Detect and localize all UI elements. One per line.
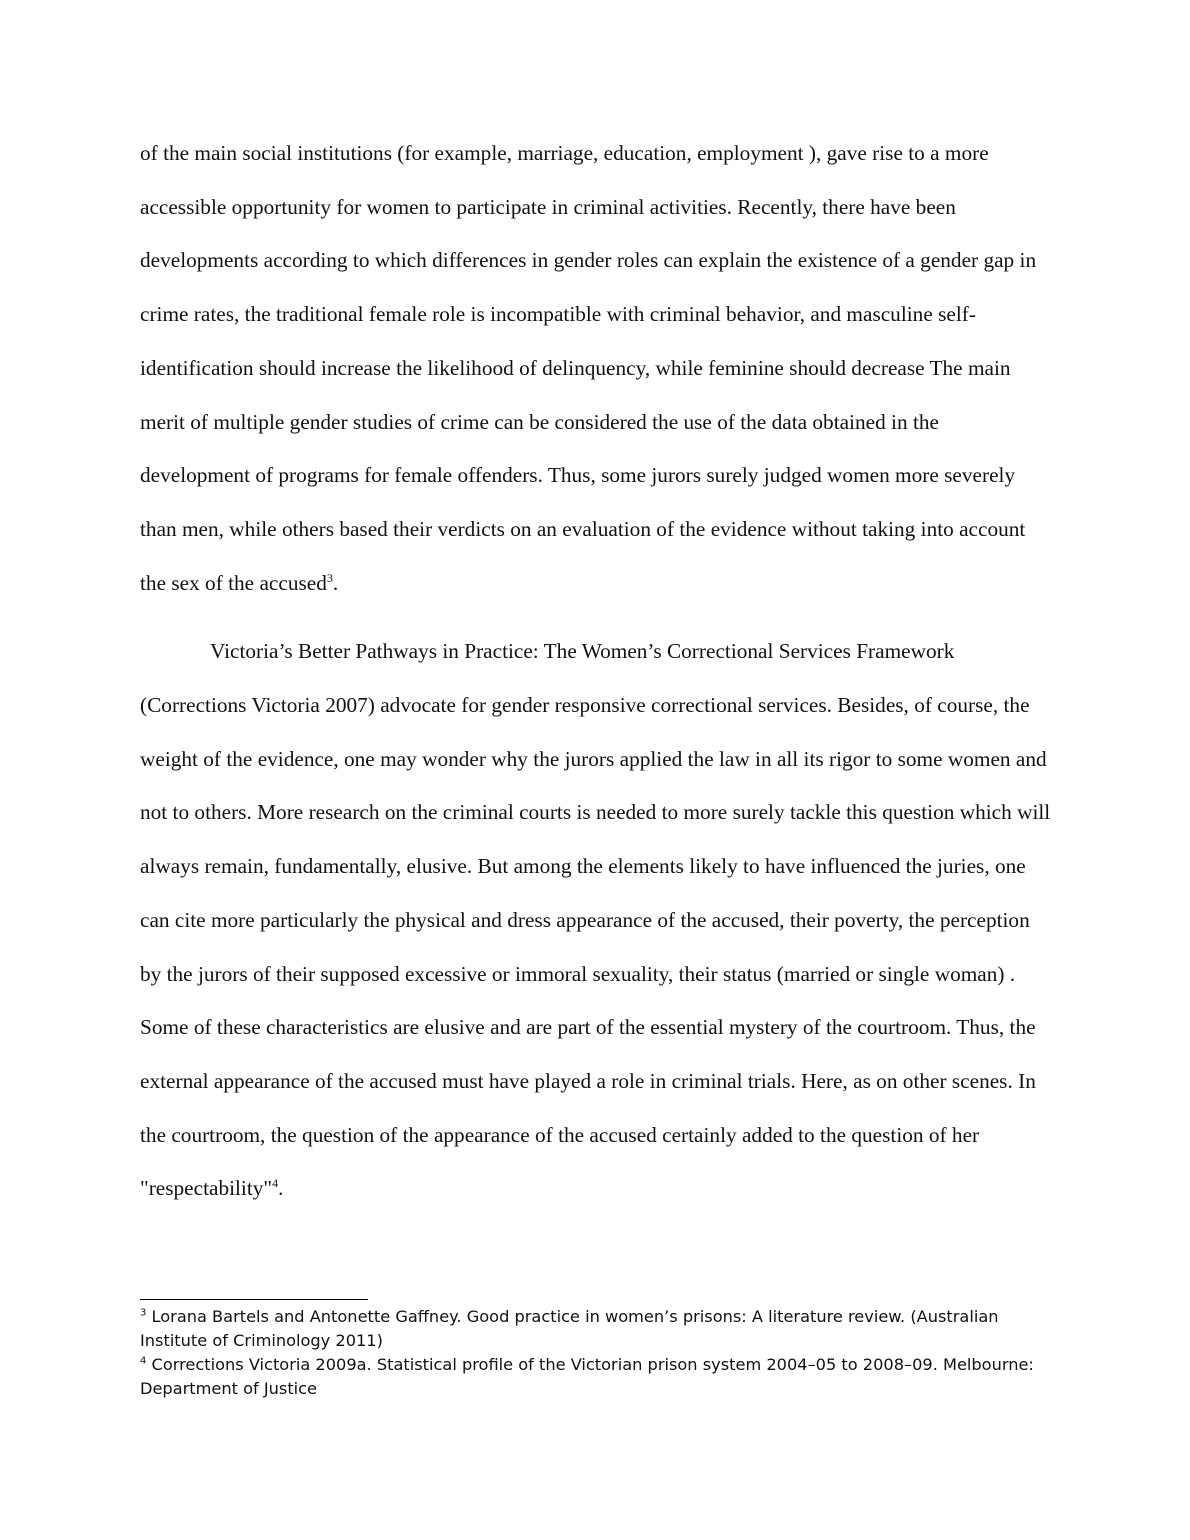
paragraph-1-end: . [332,570,339,595]
body-text [140,127,1052,1216]
footnotes [140,1305,1060,1401]
paragraph-2-end: . [278,1176,284,1201]
footnote-text-4: Corrections Victoria 2009a. Statistical profile of the Victorian prison system 2004–05 to 2008–09. Melbourne: Department of Justice [140,1355,1034,1398]
footnote-number-3: 3 [140,1307,147,1319]
footnote-text-3: Lorana Bartels and Antonette Gaffney. Good practice in women’s prisons: A literature review. (Australian Institute of Criminology 2011) [140,1307,999,1350]
footnote-number-4: 4 [140,1355,147,1367]
footnote-divider [140,1299,368,1300]
paragraph-2 [140,625,1052,1216]
paragraph-2-text: Victoria’s Better Pathways in Practice: The Women’s Correctional Services Framework (Corrections Victoria 2007) advocate for gender responsive correctional services. Besides, of course, the weight of the evidence, one may wonder why the jurors applied the law in all its rigor to some women and not to others. More research on the criminal courts is needed to more surely tackle this question which will always remain, fundamentally, elusive. But among the elements likely to have influenced the juries, one can cite more particularly the physical and dress appearance of the accused, their poverty, the perception by the jurors of their supposed excessive or immoral sexuality, their status (married or single woman) . Some of these characteristics are elusive and are part of the essential mystery of the courtroom. Thus, the external appearance of the accused must have played a role in criminal trials. Here, as on other scenes. In the courtroom, the question of the appearance of the accused certainly added to the question of her "respectability" [140,639,1051,1201]
paragraph-1-text: of the main social institutions (for example, marriage, education, employment ), gave rise to a more accessible opportunity for women to participate in criminal activities. Recently, there have been developments according to which differences in gender roles can explain the existence of a gender gap in crime rates, the traditional female role is incompatible with criminal behavior, and masculine self-identification should increase the likelihood of delinquency, while feminine should decrease The main merit of multiple gender studies of crime can be considered the use of the data obtained in the development of programs for female offenders. Thus, some jurors surely judged women more severely than men, while others based their verdicts on an evaluation of the evidence without taking into account the sex of the accused [140,141,1037,595]
footnote-3 [140,1305,1060,1353]
paragraph-1 [140,127,1052,610]
footnote-ref-4[interactable]: 4 [272,1176,279,1191]
footnote-4 [140,1353,1060,1401]
footnote-ref-3[interactable]: 3 [326,570,333,585]
